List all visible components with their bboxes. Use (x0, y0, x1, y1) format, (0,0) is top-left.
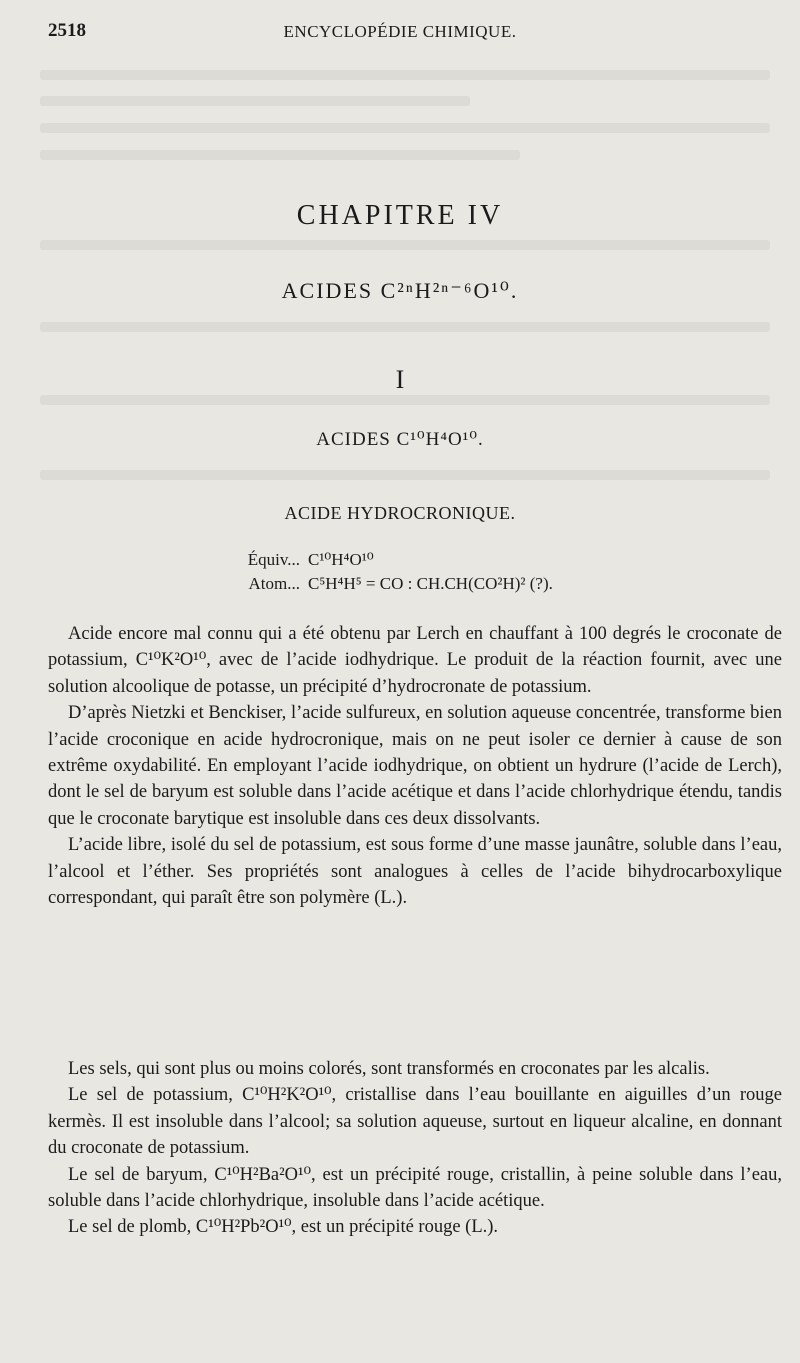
page-header (48, 20, 752, 50)
paragraph: D’après Nietzki et Benckiser, l’acide sulfureux, en solution aqueuse concentrée, transforme bien l’acide croconique en acide hydrocronique, mais on ne peut isoler ce dernier à cause de son extrême oxydabilité. En employant l’acide iodhydrique, on obtient un hydrure (l’acide de Lerch), dont le sel de baryum est soluble dans l’acide acétique et dans l’acide chlorhydrique étendu, tandis que le croconate barytique est insoluble dans ces deux dissolvants. (48, 703, 782, 829)
bleed-through-line (40, 240, 770, 250)
paragraph: L’acide libre, isolé du sel de potassium, est sous forme d’une masse jaunâtre, soluble dans l’eau, l’alcool et l’éther. Ses propriétés sont analogues à celles de l’acide bihydrocarboxylique correspondant, qui paraît être son polymère (L.). (48, 835, 782, 909)
bleed-through-line (40, 150, 520, 160)
bleed-through-line (40, 322, 770, 332)
running-title: ENCYCLOPÉDIE CHIMIQUE. (283, 22, 517, 41)
page-number: 2518 (48, 20, 86, 41)
paragraph: Le sel de potassium, C¹⁰H²K²O¹⁰, cristallise dans l’eau bouillante en aiguilles d’un rouge kermès. Il est insoluble dans l’alcool; sa solution aqueuse, surtout en liqueur alcaline, en donnant du croconate de potassium. (48, 1085, 782, 1159)
section-number: I (395, 365, 405, 394)
bleed-through-line (40, 470, 770, 480)
acid-name-heading: ACIDE HYDROCRONIQUE. (284, 503, 516, 523)
bleed-through-line (40, 123, 770, 133)
equiv-label: Équiv... (247, 550, 300, 569)
paragraph: Le sel de baryum, C¹⁰H²Ba²O¹⁰, est un précipité rouge, cristallin, à peine soluble dans l’eau, soluble dans l’acide chlorhydrique, insoluble dans l’acide acétique. (48, 1164, 782, 1212)
paragraph: Les sels, qui sont plus ou moins colorés, sont transformés en croconates par les alcalis. (68, 1059, 710, 1079)
atom-label: Atom... (248, 574, 300, 593)
equivalent-formula (218, 550, 374, 570)
bleed-through-line (40, 70, 770, 80)
paragraph: Le sel de plomb, C¹⁰H²Pb²O¹⁰, est un précipité rouge (L.). (68, 1217, 499, 1238)
atom-value: C⁵H⁴H⁵ = CO : CH.CH(CO²H)² (?). (308, 574, 553, 593)
body-text-block-1 (48, 621, 782, 911)
series-heading: ACIDES C²ⁿH²ⁿ⁻⁶O¹⁰. (281, 278, 519, 303)
body-text-block-2 (48, 1056, 782, 1241)
atomic-formula (218, 574, 553, 594)
bleed-through-line (40, 395, 770, 405)
chapter-heading: CHAPITRE IV (296, 200, 504, 231)
equiv-value: C¹⁰H⁴O¹⁰ (308, 550, 374, 569)
paragraph: Acide encore mal connu qui a été obtenu par Lerch en chauffant à 100 degrés le croconate de potassium, C¹⁰K²O¹⁰, avec de l’acide iodhydrique. Le produit de la réaction fournit, avec une solution alcoolique de potasse, un précipité d’hydrocronate de potassium. (48, 624, 782, 697)
subseries-heading: ACIDES C¹⁰H⁴O¹⁰. (316, 429, 484, 450)
bleed-through-line (40, 96, 470, 106)
